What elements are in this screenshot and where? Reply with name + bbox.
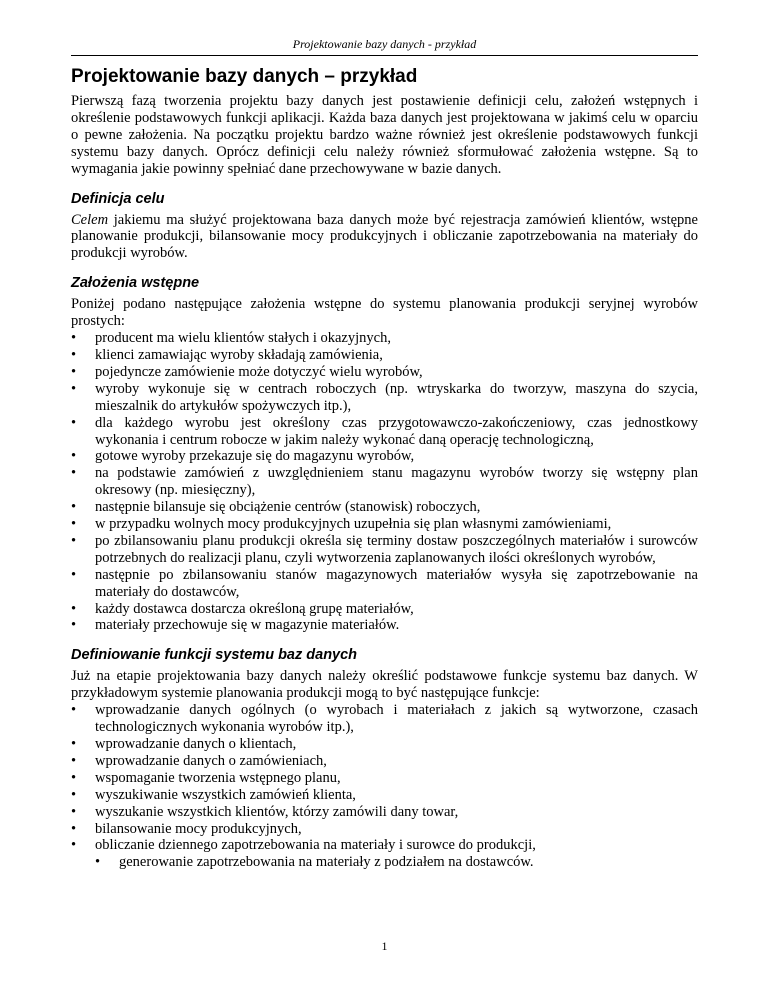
bullet-icon: • [71,837,77,854]
document-page [71,0,698,994]
list-item: • w przypadku wolnych mocy produkcyjnych uzupełnia się plan własnymi zamówieniami, [71,516,612,533]
list-item: • wprowadzanie danych o zamówieniach, [71,752,327,769]
bullet-icon: • [71,786,77,803]
bullet-icon: • [71,600,77,617]
bullet-icon: • [71,414,77,431]
section-heading-zalozenia: Założenia wstępne [71,275,200,292]
section-heading-funkcje: Definiowanie funkcji systemu baz danych [71,647,358,664]
list-item: • pojedyncze zamówienie może dotyczyć wielu wyrobów, [71,363,423,380]
assumptions-intro: Poniżej podano następujące założenia wstępne do systemu planowania produkcji seryjnej wyrobów prostych: [71,296,698,330]
list-item: • wyszukiwanie wszystkich zamówień klienta, [71,786,356,803]
list-item: • dla każdego wyrobu jest określony czas przygotowawczo-zakończeniowy, czas jednostkowy wykonania i centrum robocze w jakim należy wykonać daną operację technologiczną, [71,414,698,448]
bullet-icon: • [71,380,77,397]
list-item: • gotowe wyroby przekazuje się do magazynu wyrobów, [71,448,415,465]
bullet-icon: • [95,854,101,871]
list-item: • obliczanie dziennego zapotrzebowania na materiały i surowce do produkcji, [71,837,536,854]
bullet-icon: • [71,820,77,837]
list-item: • producent ma wielu klientów stałych i okazyjnych, [71,330,391,347]
functions-list [71,702,698,871]
bullet-icon: • [71,532,77,549]
list-item: • każdy dostawca dostarcza określoną grupę materiałów, [71,600,414,617]
running-header: Projektowanie bazy danych - przykład [292,37,477,51]
list-item: • następnie po zbilansowaniu stanów magazynowych materiałów wysyła się zapotrzebowanie na materiały do dostawców, [71,566,698,600]
section-heading-definicja-celu: Definicja celu [71,190,165,207]
header-rule [71,55,698,56]
list-item: • wprowadzanie danych o klientach, [71,736,297,752]
bullet-icon: • [71,803,77,820]
list-item: • wspomaganie tworzenia wstępnego planu, [71,769,341,786]
bullet-icon: • [71,617,77,634]
bullet-icon: • [71,465,77,482]
list-item: • bilansowanie mocy produkcyjnych, [71,820,302,837]
bullet-icon: • [71,752,77,769]
list-item: • po zbilansowaniu planu produkcji określa się terminy dostaw poszczególnych materiałów i surowców potrzebnych do realizacji planu, czyli wytworzenia zaplanowanych ilości określonych wyrobów, [71,532,698,566]
document-title: Projektowanie bazy danych – przykład [71,66,418,87]
bullet-icon: • [71,330,77,347]
goal-paragraph [71,212,698,263]
functions-intro: Już na etapie projektowania bazy danych należy określić podstawowe funkcje systemu baz danych. W przykładowym systemie planowania produkcji mogą to być następujące funkcje: [71,668,698,702]
assumptions-list [71,330,698,634]
list-item: • wyroby wykonuje się w centrach roboczych (np. wtryskarka do tworzyw, maszyna do szycia, mieszalnik do artykułów spożywczych itp.), [71,380,698,414]
list-item: • klienci zamawiając wyroby składają zamówienia, [71,346,383,363]
list-item: • wprowadzanie danych ogólnych (o wyrobach i materiałach z jakich są wytworzone, czasach technologicznych wykonania wyrobów itp.), [71,702,698,736]
bullet-icon: • [71,736,77,752]
list-subitem: • generowanie zapotrzebowania na materiały z podziałem na dostawców. [95,854,534,871]
list-item: • materiały przechowuje się w magazynie materiałów. [71,617,400,634]
list-item: • następnie bilansuje się obciążenie centrów (stanowisk) roboczych, [71,499,481,516]
intro-paragraph: Pierwszą fazą tworzenia projektu bazy danych jest postawienie definicji celu, założeń wstępnych i określenie podstawowych funkcji aplikacji. Każda baza danych jest projektowana w jakimś celu w oparciu o pewne założenia. Na początku projektu bardzo ważne również jest określenie podstawowych funkcji systemu bazy danych. Oprócz definicji celu należy również sformułować założenia wstępne. Są to wymagania jakie powinny spełniać dane przechowywane w bazie danych. [71,93,698,177]
bullet-icon: • [71,448,77,465]
document-content [71,66,698,871]
bullet-icon: • [71,566,77,583]
goal-lead-word: Celem [71,211,109,228]
list-item: • na podstawie zamówień z uwzględnieniem stanu magazynu wyrobów tworzy się wstępny plan okresowy (np. miesięczny), [71,465,698,499]
page-number: 1 [381,939,388,953]
bullet-icon: • [71,363,77,380]
bullet-icon: • [71,346,77,363]
bullet-icon: • [71,769,77,786]
goal-text: jakiemu ma służyć projektowana baza danych może być rejestracja zamówień klientów, wstępne planowanie produkcji, bilansowanie mocy produkcyjnych i obliczanie zapotrzebowania na materiały do produkcji wyrobów. [71,211,698,262]
list-item: • wyszukanie wszystkich klientów, którzy zamówili dany towar, [71,803,459,820]
bullet-icon: • [71,499,77,516]
bullet-icon: • [71,702,77,719]
bullet-icon: • [71,516,77,533]
